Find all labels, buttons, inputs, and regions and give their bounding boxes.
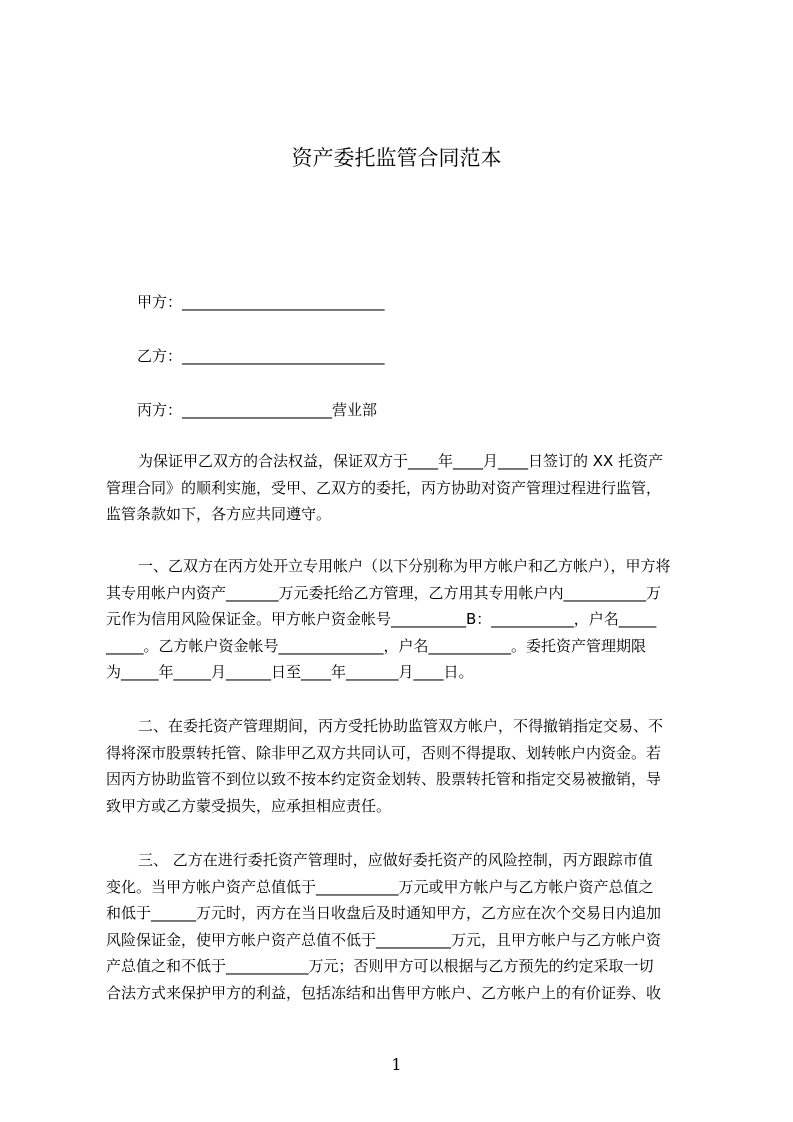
text-line: 变化。当甲方帐户资产总值低于___________万元或甲方帐户与乙方帐户资产总值之 [106,877,654,896]
page-number: 1 [391,1055,402,1074]
text-line: 管理合同》的顺利实施，受甲、乙双方的委托，丙方协助对资产管理过程进行监管， [106,478,662,497]
text-line: _____。乙方帐户资金帐号______________，户名___________。委托资产管理期限 [106,636,647,655]
text-line: 致甲方或乙方蒙受损失，应承担相应责任。 [106,796,392,815]
preamble-paragraph [106,448,710,528]
text-line: 为_____年_____月______日至____年_______月____日。 [106,663,474,681]
clause-3-paragraph [106,847,710,1006]
clause-1-paragraph [106,553,710,686]
clause-2-paragraph [106,713,710,819]
text-line: 产总值之和不低于___________万元；否则甲方可以根据与乙方预先的约定采取一切 [106,957,654,975]
text-line: 监管条款如下，各方应共同遵守。 [106,505,332,523]
text-line: 合法方式来保护甲方的利益，包括冻结和出售甲方帐户、乙方帐户上的有价证券、收 [106,983,662,1002]
document-title: 资产委托监管合同范本 [291,146,502,170]
text-line: 和低于______万元时，丙方在当日收盘后及时通知甲方，乙方应在次个交易日内追加 [106,904,662,922]
text-line: 一、乙双方在丙方处开立专用帐户（以下分别称为甲方帐户和乙方帐户），甲方将 [138,557,671,575]
text-line: 元作为信用风险保证金。甲方帐户资金帐号__________B：___________，户名_____ [106,610,657,628]
text-line: 为保证甲乙双方的合法权益，保证双方于____年____月____日签订的 XX 托资产 [138,452,664,470]
text-line: 二、在委托资产管理期间，丙方受托协助监管双方帐户，不得撤销指定交易、不 [138,717,664,735]
party-a-line: 甲方：___________________________ [137,293,385,311]
text-line: 其专用帐户内资产_______万元委托给乙方管理，乙方用其专用帐户内___________万 [106,583,662,602]
text-line: 风险保证金，使甲方帐户资产总值不低于__________万元，且甲方帐户与乙方帐户资 [106,930,662,949]
party-b-line: 乙方：___________________________ [137,347,385,365]
text-line: 得将深市股票转托管、除非甲乙双方共同认可，否则不得提取、划转帐户内资金。若 [106,743,662,762]
text-line: 三、 乙方在进行委托资产管理时，应做好委托资产的风险控制，丙方跟踪市值 [138,851,653,869]
text-line: 因丙方协助监管不到位以致不按本约定资金划转、股票转托管和指定交易被撤销，导 [106,770,662,788]
party-c-line: 丙方：____________________营业部 [137,401,378,419]
